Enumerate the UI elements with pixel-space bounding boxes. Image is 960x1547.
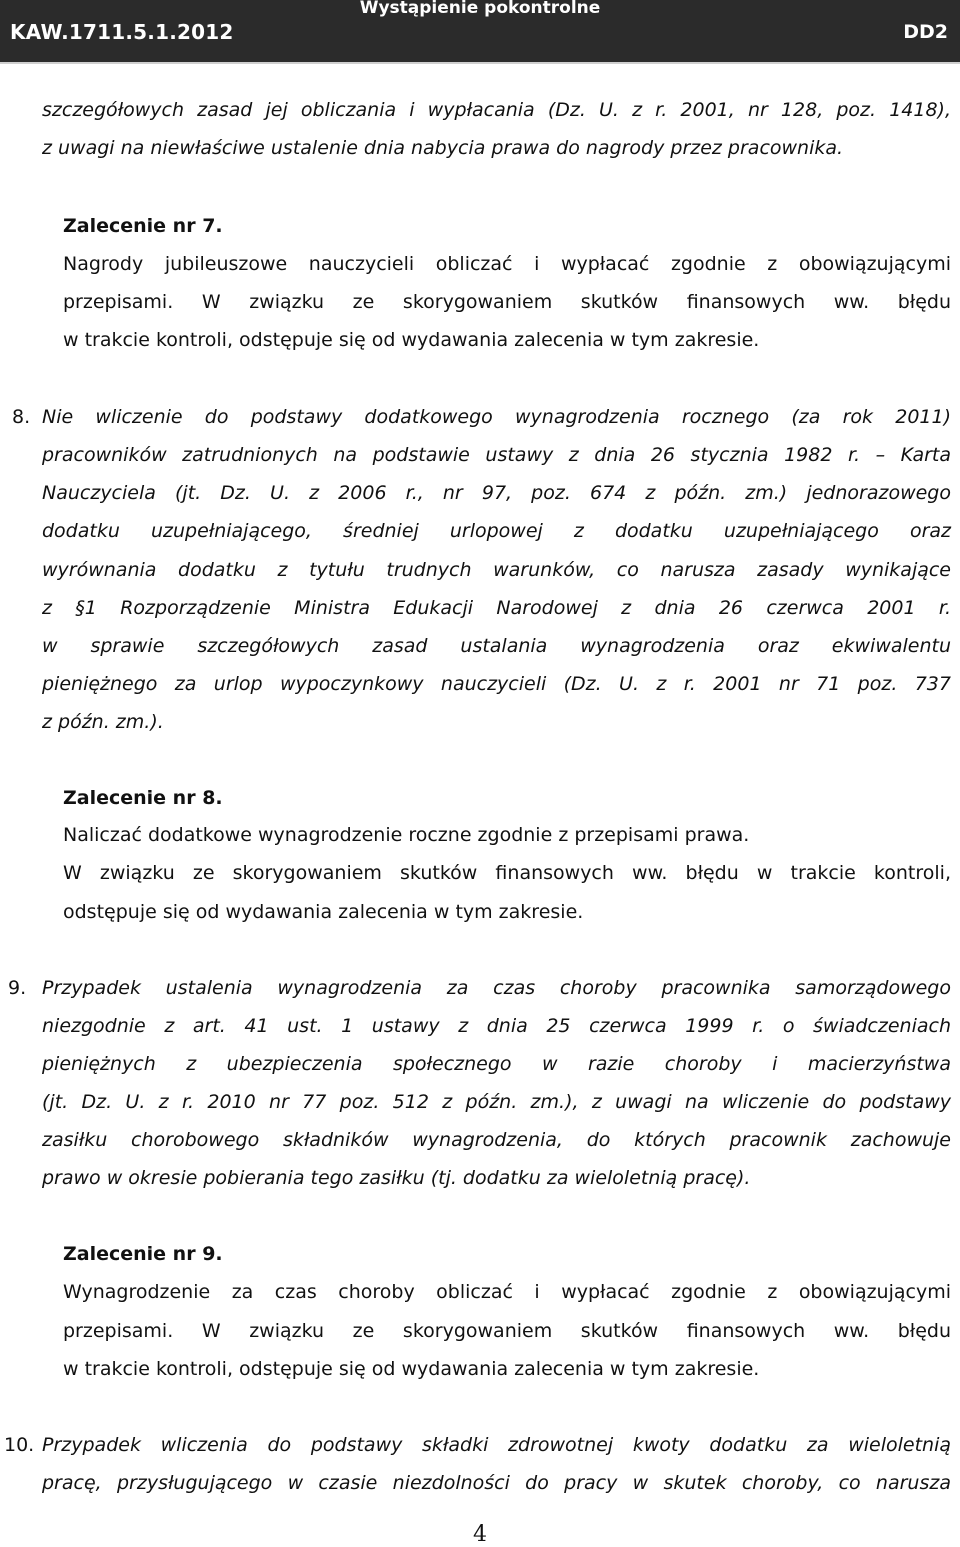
finding-8-line-9: z późn. zm.). <box>42 711 164 733</box>
recommendation-7-line-3: w trakcie kontroli, odstępuje się od wydawania zalecenia w tym zakresie. <box>63 329 760 351</box>
finding-8-line-2: pracowników zatrudnionych na podstawie ustawy z dnia 26 stycznia 1982 r. – Karta <box>42 444 951 466</box>
recommendation-7-line-2: przepisami. W związku ze skorygowaniem skutków finansowych ww. błędu <box>63 291 951 313</box>
finding-9-line-2: niezgodnie z art. 41 ust. 1 ustawy z dnia 25 czerwca 1999 r. o świadczeniach <box>42 1015 951 1037</box>
finding-10-number: 10. <box>4 1434 35 1456</box>
finding-8-line-7: w sprawie szczegółowych zasad ustalania wynagrodzenia oraz ekwiwalentu <box>42 635 951 657</box>
finding-9-line-1: Przypadek ustalenia wynagrodzenia za czas choroby pracownika samorządowego <box>42 977 951 999</box>
recommendation-9-line-2: przepisami. W związku ze skorygowaniem skutków finansowych ww. błędu <box>63 1320 951 1342</box>
finding-9-line-5: zasiłku chorobowego składników wynagrodzenia, do których pracownik zachowuje <box>42 1129 951 1151</box>
recommendation-7-line-1: Nagrody jubileuszowe nauczycieli obliczać i wypłacać zgodnie z obowiązującymi <box>63 253 951 275</box>
finding-8-number: 8. <box>12 406 31 428</box>
intro-line-1: szczegółowych zasad jej obliczania i wypłacania (Dz. U. z r. 2001, nr 128, poz. 1418), <box>42 99 951 121</box>
document-title: Wystąpienie pokontrolne <box>359 0 601 18</box>
intro-line-2: z uwagi na niewłaściwe ustalenie dnia nabycia prawa do nagrody przez pracownika. <box>42 137 844 159</box>
finding-10-line-1: Przypadek wliczenia do podstawy składki zdrowotnej kwoty dodatku za wieloletnią <box>42 1434 951 1456</box>
recommendation-7-title: Zalecenie nr 7. <box>63 215 223 237</box>
recommendation-8-title: Zalecenie nr 8. <box>63 787 223 809</box>
recommendation-8-line-2: W związku ze skorygowaniem skutków finansowych ww. błędu w trakcie kontroli, <box>63 862 951 884</box>
finding-8-line-3: Nauczyciela (jt. Dz. U. z 2006 r., nr 97, poz. 674 z późn. zm.) jednorazowego <box>42 482 951 504</box>
page-number: 4 <box>473 1522 487 1547</box>
finding-8-line-6: z §1 Rozporządzenie Ministra Edukacji Narodowej z dnia 26 czerwca 2001 r. <box>42 597 951 619</box>
finding-9-number: 9. <box>8 977 27 999</box>
finding-9-line-6: prawo w okresie pobierania tego zasiłku (tj. dodatku za wieloletnią pracę). <box>42 1167 751 1189</box>
finding-9-line-4: (jt. Dz. U. z r. 2010 nr 77 poz. 512 z późn. zm.), z uwagi na wliczenie do podstawy <box>42 1091 951 1113</box>
recommendation-9-title: Zalecenie nr 9. <box>63 1243 223 1265</box>
recommendation-8-line-1: Naliczać dodatkowe wynagrodzenie roczne zgodnie z przepisami prawa. <box>63 824 750 846</box>
recommendation-8-line-3: odstępuje się od wydawania zalecenia w tym zakresie. <box>63 901 584 923</box>
header-divider <box>0 62 960 64</box>
recommendation-9-line-3: w trakcie kontroli, odstępuje się od wydawania zalecenia w tym zakresie. <box>63 1358 760 1380</box>
document-tag: DD2 <box>903 21 948 43</box>
finding-8-line-5: wyrównania dodatku z tytułu trudnych warunków, co narusza zasady wynikające <box>42 559 951 581</box>
finding-8-line-8: pieniężnego za urlop wypoczynkowy nauczycieli (Dz. U. z r. 2001 nr 71 poz. 737 <box>42 673 951 695</box>
finding-8-line-1: Nie wliczenie do podstawy dodatkowego wynagrodzenia rocznego (za rok 2011) <box>42 406 951 428</box>
recommendation-9-line-1: Wynagrodzenie za czas choroby obliczać i wypłacać zgodnie z obowiązującymi <box>63 1281 951 1303</box>
document-code: KAW.1711.5.1.2012 <box>10 20 234 44</box>
finding-8-line-4: dodatku uzupełniającego, średniej urlopowej z dodatku uzupełniającego oraz <box>42 520 951 542</box>
finding-9-line-3: pieniężnych z ubezpieczenia społecznego w razie choroby i macierzyństwa <box>42 1053 951 1075</box>
finding-10-line-2: pracę, przysługującego w czasie niezdolności do pracy w skutek choroby, co narusza <box>42 1472 951 1494</box>
